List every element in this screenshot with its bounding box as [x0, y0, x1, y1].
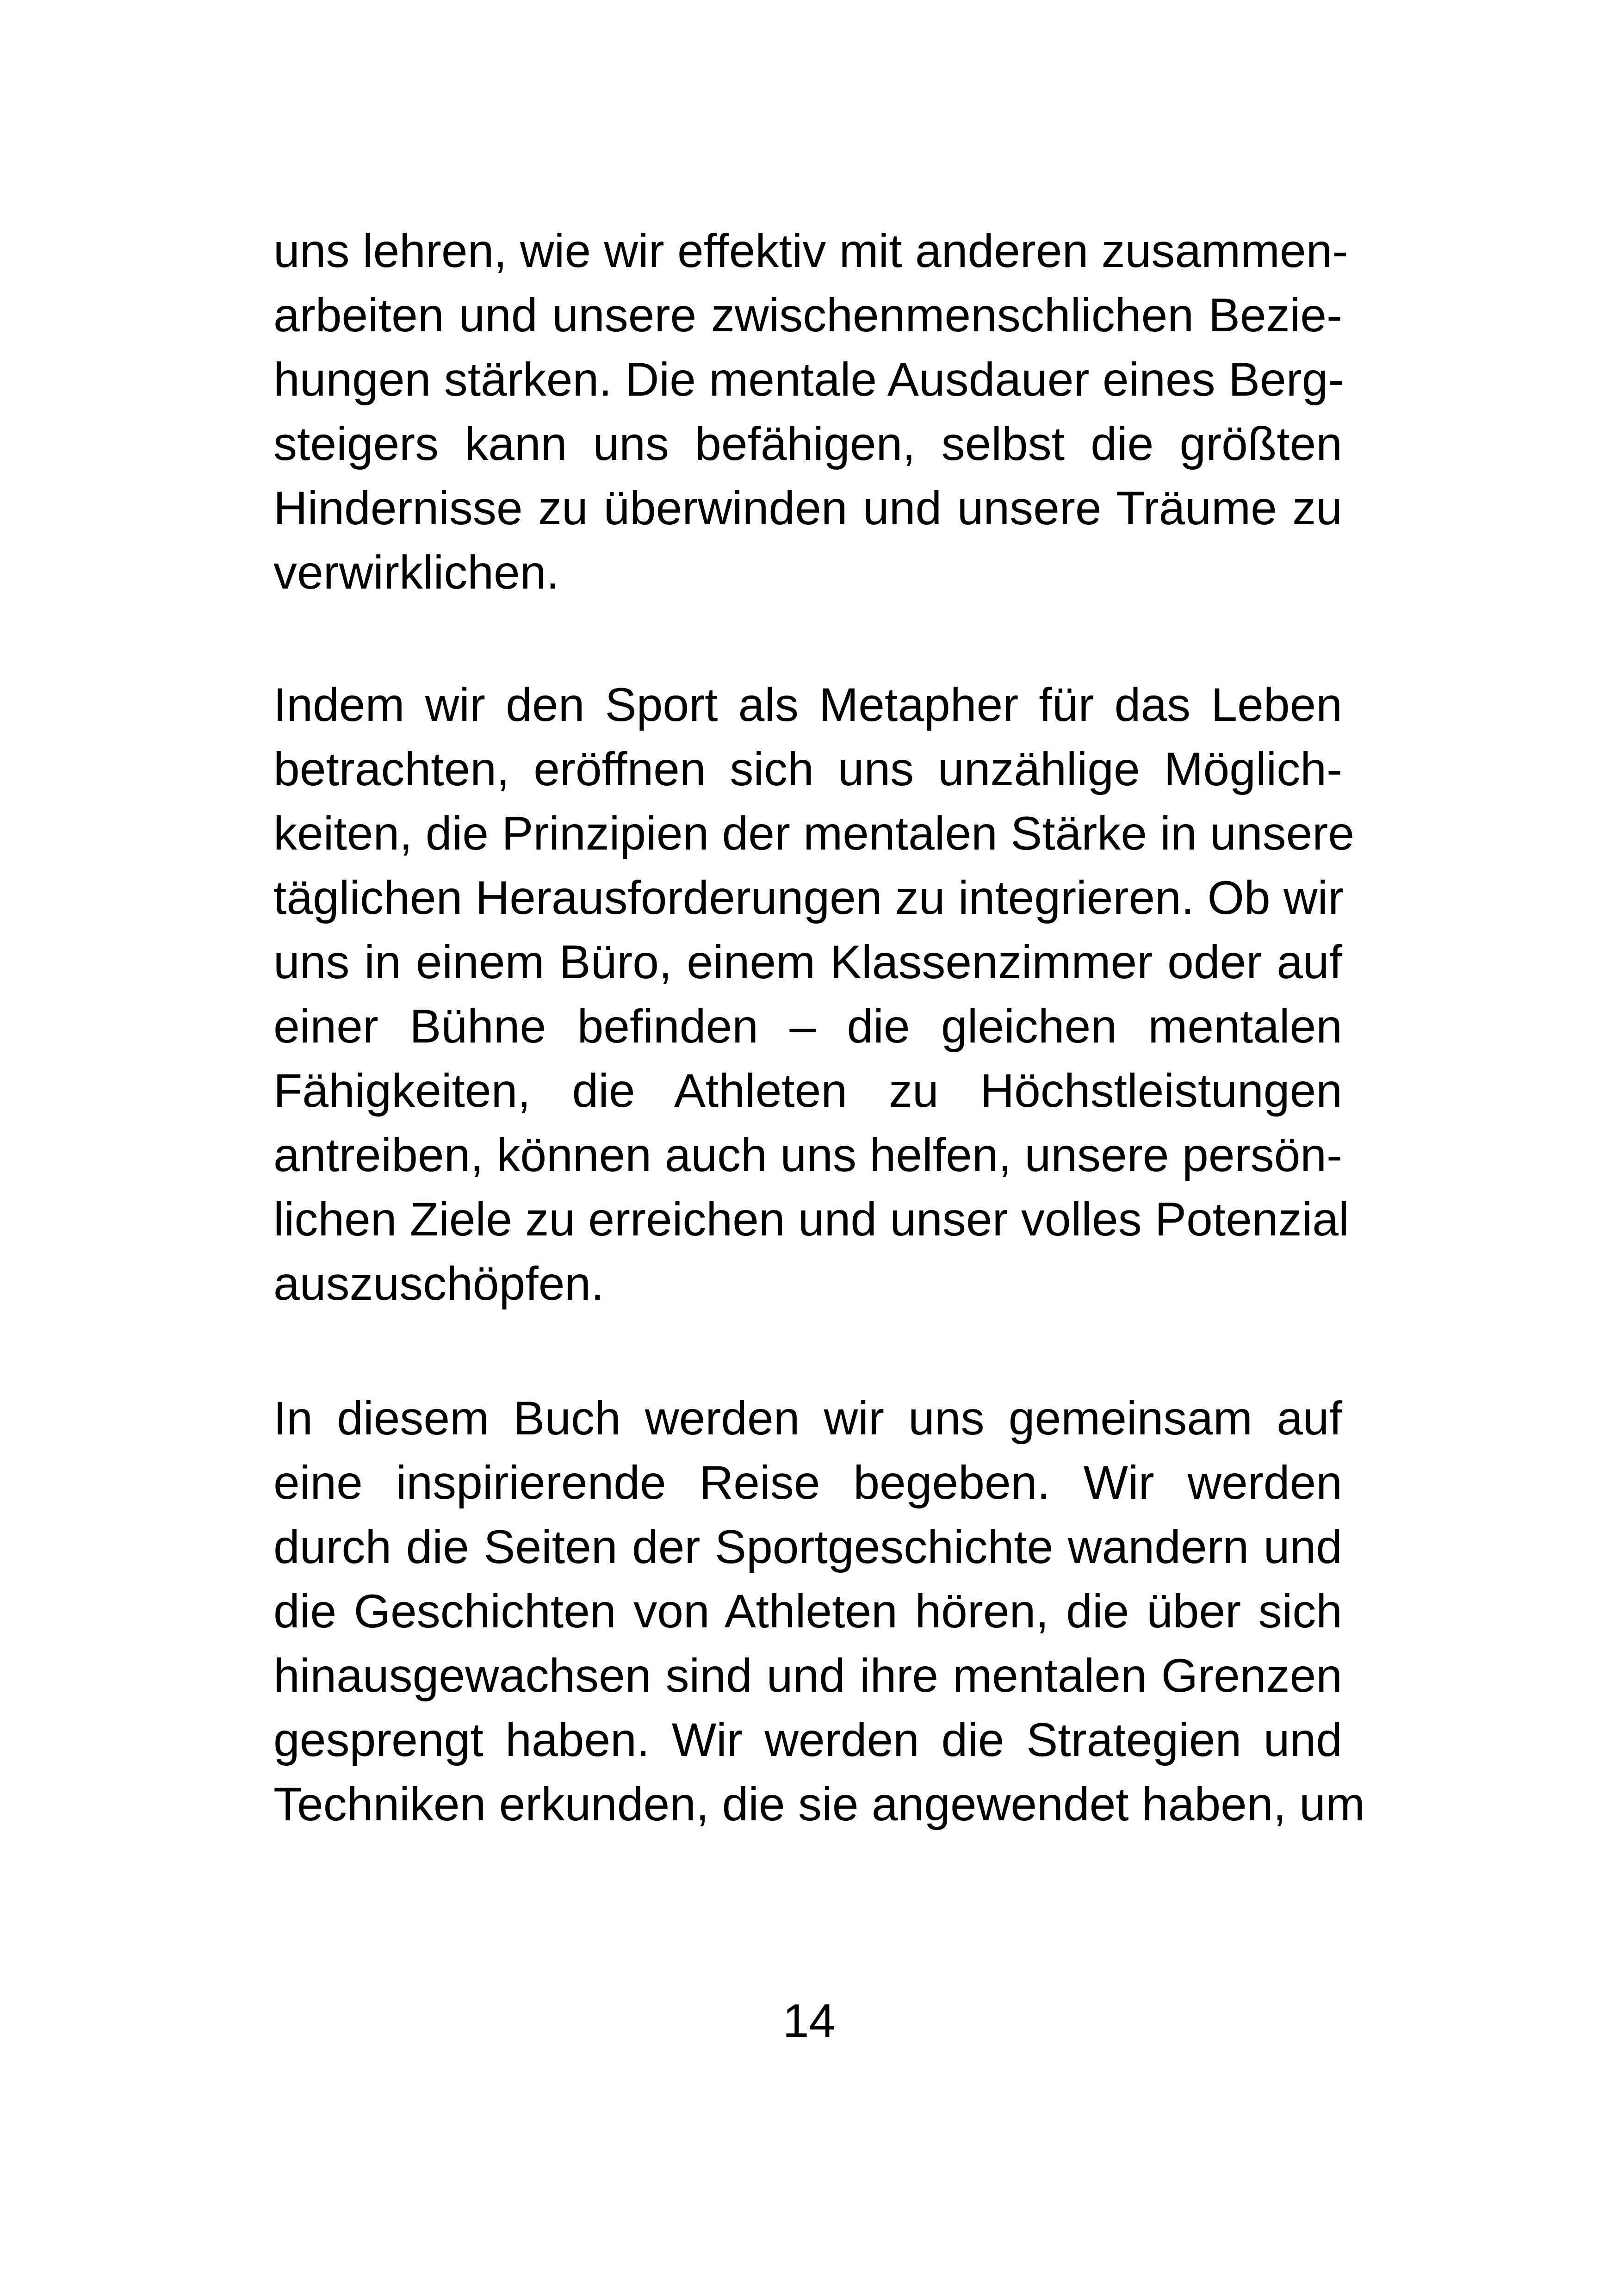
text-line: hungen stärken. Die mentale Ausdauer eines Berg- — [273, 353, 1344, 406]
text-line: steigers kann uns befähigen, selbst die größten — [273, 417, 1342, 470]
text-line: auszuschöpfen. — [273, 1257, 604, 1310]
text-line: In diesem Buch werden wir uns gemeinsam auf — [273, 1392, 1342, 1445]
text-line: arbeiten und unsere zwischenmenschlichen Bezie- — [273, 289, 1342, 341]
text-line: Fähigkeiten, die Athleten zu Höchstleistungen — [273, 1064, 1342, 1117]
text-line: lichen Ziele zu erreichen und unser volles Potenzial — [273, 1193, 1349, 1246]
text-line: durch die Seiten der Sportgeschichte wandern und — [273, 1520, 1342, 1573]
text-line: eine inspirierende Reise begeben. Wir werden — [273, 1456, 1342, 1509]
text-line: Techniken erkunden, die sie angewendet haben, um — [273, 1778, 1365, 1831]
text-line: hinausgewachsen sind und ihre mentalen Grenzen — [273, 1649, 1342, 1702]
text-line: einer Bühne befinden – die gleichen mentalen — [273, 1000, 1342, 1053]
text-line: die Geschichten von Athleten hören, die über sich — [273, 1585, 1342, 1638]
text-line: Hindernisse zu überwinden und unsere Träume zu — [273, 482, 1342, 534]
text-line: verwirklichen. — [273, 546, 559, 599]
text-line: gesprengt haben. Wir werden die Strategien und — [273, 1713, 1342, 1766]
paragraph-1 — [273, 219, 1348, 605]
text-line: Indem wir den Sport als Metapher für das Leben — [273, 678, 1342, 731]
text-line: betrachten, eröffnen sich uns unzählige Möglich- — [273, 743, 1342, 795]
text-line: uns lehren, wie wir effektiv mit anderen zusammen- — [273, 224, 1348, 277]
paragraph-3 — [273, 1386, 1365, 1837]
text-line: antreiben, können auch uns helfen, unsere persön- — [273, 1129, 1342, 1181]
page-number: 14 — [782, 1994, 836, 2047]
text-line: uns in einem Büro, einem Klassenzimmer oder auf — [273, 936, 1342, 988]
text-line: keiten, die Prinzipien der mentalen Stärke in unsere — [273, 807, 1354, 860]
text-line: täglichen Herausforderungen zu integrieren. Ob wir — [273, 871, 1344, 924]
paragraph-2 — [273, 673, 1354, 1316]
